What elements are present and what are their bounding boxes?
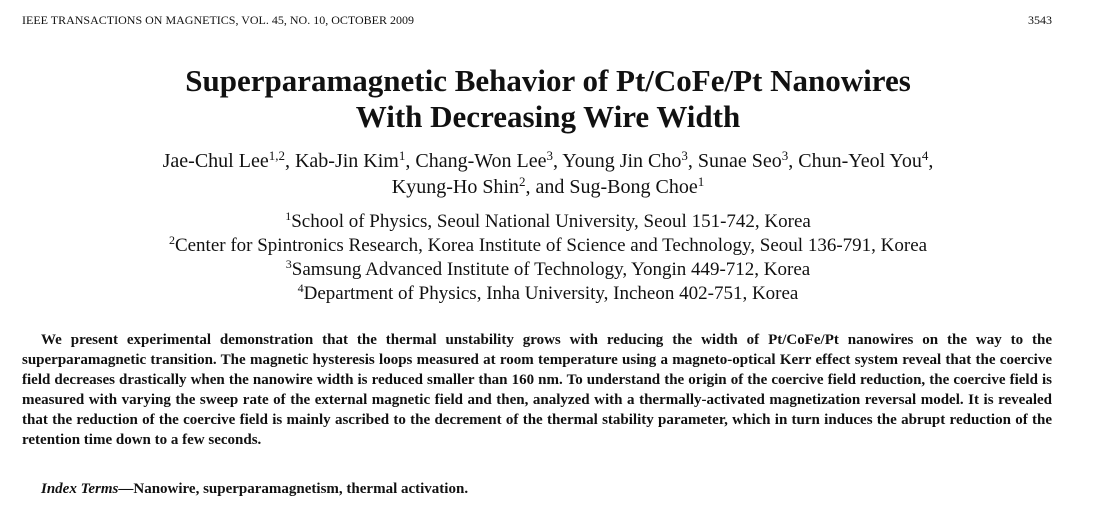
author: Chang-Won Lee$^3$,: [415, 148, 558, 172]
author-affiliation-mark: 4: [921, 148, 929, 163]
index-terms-label: Index Terms: [41, 481, 119, 497]
author-name: Chang-Won Lee: [415, 150, 547, 172]
title-line-2: With Decreasing Wire Width: [355, 99, 741, 134]
abstract: We present experimental demonstration that the thermal unstability grows with reducing the width of Pt/CoFe/Pt nanowires on the way to the superparamagnetic transition. The magnetic hysteresis loops measured at room temperature using a magneto-optical Kerr effect system reveal that the coercive field decreases drastically when the nanowire width is reduced smaller than 160 nm. To understand the origin of the coercive field reduction, the coercive field is measured with varying the sweep rate of the external magnetic field and then, analyzed with a thermally-activated magnetization reversal model. It is revealed that the reduction of the coercive field is mainly ascribed to the decrement of the thermal stability parameter, which in turn induces the abrupt reduction of the retention time down to a few seconds.: [22, 332, 1052, 448]
index-terms: [41, 479, 468, 499]
affiliation-text: Center for Spintronics Research, Korea Institute of Science and Technology, Seoul 136-791, Korea: [174, 235, 928, 256]
affiliation-mark: 1: [285, 209, 292, 223]
author: Chun-Yeol You$^4$,: [798, 148, 934, 172]
affiliation-mark: 4: [297, 281, 304, 295]
author-name: Kyung-Ho Shin: [391, 176, 519, 198]
paper-title: [0, 63, 1096, 135]
author-affiliation-mark: 3: [781, 148, 789, 163]
author-name: Sug-Bong Choe: [569, 176, 698, 198]
author-conjunction: and: [535, 176, 565, 198]
author-name: Kab-Jin Kim: [294, 150, 399, 172]
index-terms-text: Nanowire, superparamagnetism, thermal activation.: [133, 481, 469, 497]
page-number: 3543: [1028, 13, 1052, 27]
affiliation: [0, 282, 1096, 306]
author: Young Jin Cho$^3$,: [562, 148, 693, 172]
journal-citation: IEEE TRANSACTIONS ON MAGNETICS, VOL. 45, NO. 10, OCTOBER 2009: [22, 13, 415, 27]
affiliation-text: Department of Physics, Inha University, Incheon 402-751, Korea: [303, 283, 799, 304]
affiliation-mark: 3: [285, 257, 292, 271]
affiliation-list: [0, 210, 1096, 306]
affiliation: [0, 210, 1096, 234]
author: Kab-Jin Kim$^1$,: [294, 148, 411, 172]
index-terms-dash: —: [118, 481, 134, 497]
author: Kyung-Ho Shin$^2$,: [391, 174, 531, 198]
affiliation: [0, 258, 1096, 282]
author-name: Young Jin Cho: [562, 150, 682, 172]
author-affiliation-mark: 1: [697, 174, 705, 189]
author-name: Chun-Yeol You: [798, 150, 922, 172]
running-header: [22, 12, 1052, 28]
title-line-1: Superparamagnetic Behavior of Pt/CoFe/Pt Nanowires: [185, 63, 911, 98]
author-affiliation-mark: 1: [398, 148, 406, 163]
author-affiliation-mark: 2: [519, 174, 526, 189]
affiliation: [0, 234, 1096, 258]
author-list: [0, 148, 1096, 200]
author: Sunae Seo$^3$,: [697, 148, 794, 172]
affiliation-text: School of Physics, Seoul National University, Seoul 151-742, Korea: [291, 211, 811, 232]
author-affiliation-mark: 3: [546, 148, 553, 163]
affiliation-mark: 2: [168, 233, 175, 247]
author-affiliation-mark: 3: [681, 148, 688, 163]
affiliation-text: Samsung Advanced Institute of Technology, Yongin 449-712, Korea: [291, 259, 811, 280]
author: Jae-Chul Lee$^{1,2}$,: [162, 148, 290, 172]
author-affiliation-mark: 1,2: [268, 148, 285, 163]
author: [569, 176, 704, 198]
author-name: Sunae Seo: [697, 150, 782, 172]
author-name: Jae-Chul Lee: [162, 150, 269, 172]
